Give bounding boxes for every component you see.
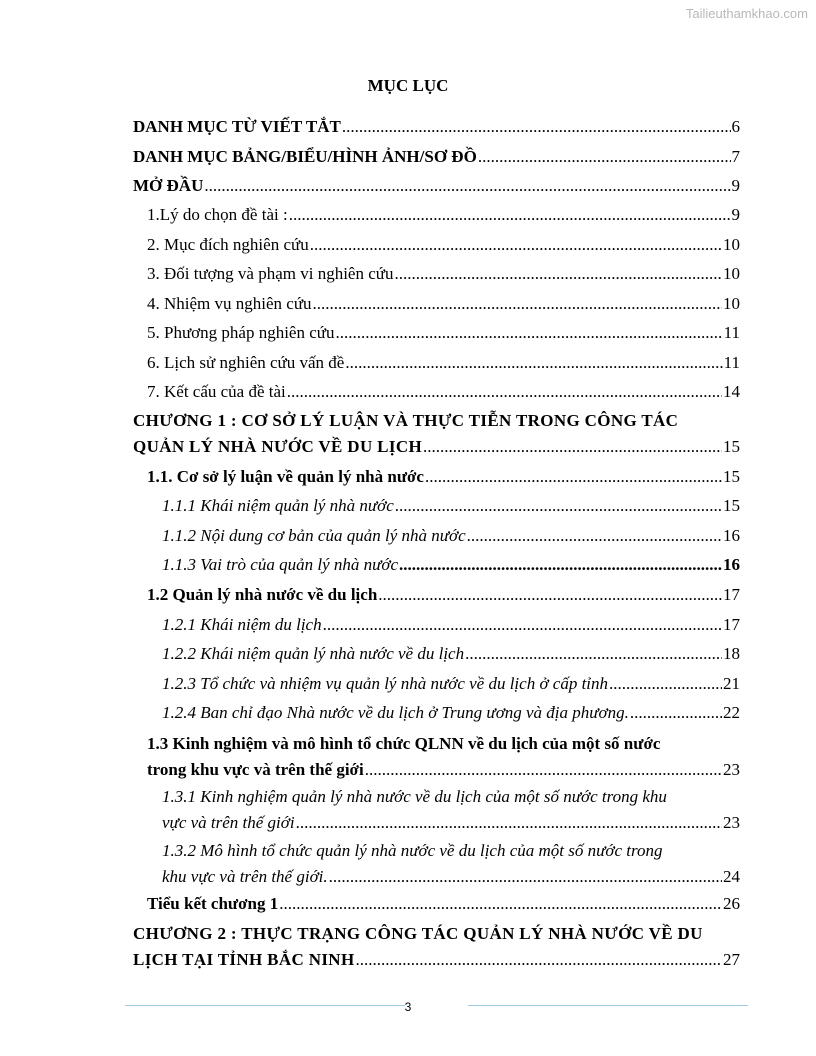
toc-page-number: 18 bbox=[723, 644, 740, 663]
toc-entry-title-line1: CHƯƠNG 2 : THỰC TRẠNG CÔNG TÁC QUẢN LÝ NHÀ NƯỚC VỀ DU bbox=[133, 924, 703, 943]
page-number: 3 bbox=[404, 1000, 412, 1014]
toc-entry-title: 1.2.2 Khái niệm quản lý nhà nước về du lịch bbox=[162, 644, 465, 663]
toc-entry-title: 1.2.3 Tổ chức và nhiệm vụ quản lý nhà nước về du lịch ở cấp tỉnh bbox=[162, 674, 609, 693]
toc-entry[interactable] bbox=[133, 144, 740, 170]
dot-leader bbox=[296, 810, 722, 836]
toc-entry[interactable] bbox=[147, 261, 740, 287]
toc-page-number: 21 bbox=[723, 674, 740, 693]
dot-leader bbox=[289, 202, 731, 228]
toc-entry[interactable] bbox=[162, 784, 740, 836]
dot-leader bbox=[204, 173, 730, 199]
toc-page-number: 24 bbox=[723, 867, 740, 886]
toc-entry-title: 5. Phương pháp nghiên cứu bbox=[147, 323, 335, 342]
toc-page-number: 10 bbox=[723, 264, 740, 283]
toc-entry[interactable] bbox=[147, 891, 740, 917]
toc-entry[interactable] bbox=[147, 379, 740, 405]
toc-entry-title: 4. Nhiệm vụ nghiên cứu bbox=[147, 294, 312, 313]
toc-page-number: 22 bbox=[723, 703, 740, 722]
dot-leader bbox=[310, 232, 722, 258]
toc-page-number: 11 bbox=[723, 353, 740, 372]
dot-leader bbox=[356, 947, 722, 973]
toc-entry-title: 2. Mục đích nghiên cứu bbox=[147, 235, 309, 254]
toc-entry[interactable] bbox=[162, 523, 740, 549]
toc-entry-title-line1: CHƯƠNG 1 : CƠ SỞ LÝ LUẬN VÀ THỰC TIỄN TRONG CÔNG TÁC bbox=[133, 411, 679, 430]
dot-leader bbox=[609, 671, 722, 697]
dot-leader bbox=[425, 464, 722, 490]
toc-entry[interactable] bbox=[147, 731, 740, 783]
dot-leader bbox=[478, 144, 731, 170]
toc-entry-title: vực và trên thế giới bbox=[162, 813, 295, 832]
toc-entry-title: 1.1.1 Khái niệm quản lý nhà nước bbox=[162, 496, 394, 515]
toc-entry-title: 1.1. Cơ sở lý luận về quản lý nhà nước bbox=[147, 467, 424, 486]
toc-entry[interactable] bbox=[162, 552, 740, 578]
toc-entry-title: DANH MỤC TỪ VIẾT TẮT bbox=[133, 117, 341, 136]
toc-page-number: 11 bbox=[723, 323, 740, 342]
toc-page-number: 17 bbox=[723, 585, 740, 604]
watermark-text: Tailieuthamkhao.com bbox=[685, 6, 808, 21]
toc-page-number: 9 bbox=[731, 176, 740, 195]
toc-entry[interactable] bbox=[147, 582, 740, 608]
toc-page-number: 15 bbox=[723, 437, 740, 456]
dot-leader bbox=[378, 582, 722, 608]
toc-entry-title: 7. Kết cấu của đề tài bbox=[147, 382, 286, 401]
toc-entry-title: 1.Lý do chọn đề tài : bbox=[147, 205, 288, 224]
toc-page-number: 15 bbox=[723, 496, 740, 515]
dot-leader bbox=[423, 434, 722, 460]
dot-leader bbox=[287, 379, 722, 405]
toc-entry-title: QUẢN LÝ NHÀ NƯỚC VỀ DU LỊCH bbox=[133, 437, 423, 456]
toc-page-number: 26 bbox=[723, 894, 740, 913]
toc-page-number: 27 bbox=[723, 950, 740, 969]
toc-entry-title: 1.1.3 Vai trò của quản lý nhà nước bbox=[162, 555, 399, 574]
toc-page-number: 7 bbox=[731, 147, 740, 166]
toc-page-number: 10 bbox=[723, 294, 740, 313]
toc-entry[interactable] bbox=[133, 114, 740, 140]
toc-page-number: 23 bbox=[723, 760, 740, 779]
toc-page-number: 16 bbox=[723, 526, 740, 545]
toc-entry-title-line1: 1.3.1 Kinh nghiệm quản lý nhà nước về du lịch của một số nước trong khu bbox=[162, 787, 667, 806]
toc-entry-title: 3. Đối tượng và phạm vi nghiên cứu bbox=[147, 264, 394, 283]
toc-entry[interactable] bbox=[162, 641, 740, 667]
dot-leader bbox=[630, 700, 722, 726]
toc-entry-title: trong khu vực và trên thế giới bbox=[147, 760, 364, 779]
toc-page-number: 14 bbox=[723, 382, 740, 401]
toc-entry-title: DANH MỤC BẢNG/BIỂU/HÌNH ẢNH/SƠ ĐỒ bbox=[133, 147, 477, 166]
toc-entry[interactable] bbox=[133, 173, 740, 199]
dot-leader bbox=[399, 552, 722, 578]
dot-leader bbox=[329, 864, 722, 890]
toc-entry-title: MỞ ĐẦU bbox=[133, 176, 204, 195]
page-title: MỤC LỤC bbox=[367, 76, 449, 95]
toc-entry[interactable] bbox=[133, 408, 740, 460]
toc-page-number: 15 bbox=[723, 467, 740, 486]
toc-page-number: 10 bbox=[723, 235, 740, 254]
dot-leader bbox=[342, 114, 731, 140]
dot-leader bbox=[365, 757, 722, 783]
toc-entry[interactable] bbox=[147, 232, 740, 258]
toc-entry[interactable] bbox=[147, 320, 740, 346]
toc-page-number: 6 bbox=[731, 117, 740, 136]
toc-entry[interactable] bbox=[162, 493, 740, 519]
toc-entry[interactable] bbox=[162, 838, 740, 890]
toc-entry[interactable] bbox=[147, 202, 740, 228]
dot-leader bbox=[395, 493, 722, 519]
toc-entry-title: khu vực và trên thế giới. bbox=[162, 867, 328, 886]
toc-entry-title: 1.2 Quản lý nhà nước về du lịch bbox=[147, 585, 378, 604]
toc-entry[interactable] bbox=[162, 700, 740, 726]
dot-leader bbox=[467, 523, 722, 549]
toc-page-number: 16 bbox=[723, 555, 740, 574]
toc-entry-title: 1.1.2 Nội dung cơ bản của quản lý nhà nước bbox=[162, 526, 466, 545]
toc-entry-title: Tiểu kết chương 1 bbox=[147, 894, 279, 913]
dot-leader bbox=[395, 261, 723, 287]
dot-leader bbox=[313, 291, 722, 317]
toc-entry-title-line1: 1.3.2 Mô hình tổ chức quản lý nhà nước về du lịch của một số nước trong bbox=[162, 841, 663, 860]
toc-page-number: 23 bbox=[723, 813, 740, 832]
toc-entry-title: LỊCH TẠI TỈNH BẮC NINH bbox=[133, 950, 355, 969]
toc-entry-title: 6. Lịch sử nghiên cứu vấn đề bbox=[147, 353, 345, 372]
dot-leader bbox=[279, 891, 722, 917]
dot-leader bbox=[323, 612, 722, 638]
toc-entry[interactable] bbox=[162, 671, 740, 697]
toc-entry-title: 1.2.1 Khái niệm du lịch bbox=[162, 615, 322, 634]
toc-entry[interactable] bbox=[147, 350, 740, 376]
toc-entry-title: 1.2.4 Ban chỉ đạo Nhà nước về du lịch ở Trung ương và địa phương. bbox=[162, 703, 629, 722]
toc-entry-title-line1: 1.3 Kinh nghiệm và mô hình tổ chức QLNN về du lịch của một số nước bbox=[147, 734, 661, 753]
toc-entry[interactable] bbox=[147, 291, 740, 317]
toc-page-number: 17 bbox=[723, 615, 740, 634]
dot-leader bbox=[345, 350, 722, 376]
dot-leader bbox=[335, 320, 722, 346]
toc-page-number: 9 bbox=[731, 205, 740, 224]
toc-entry[interactable] bbox=[133, 921, 740, 973]
dot-leader bbox=[465, 641, 722, 667]
toc-entry[interactable] bbox=[147, 464, 740, 490]
toc-entry[interactable] bbox=[162, 612, 740, 638]
